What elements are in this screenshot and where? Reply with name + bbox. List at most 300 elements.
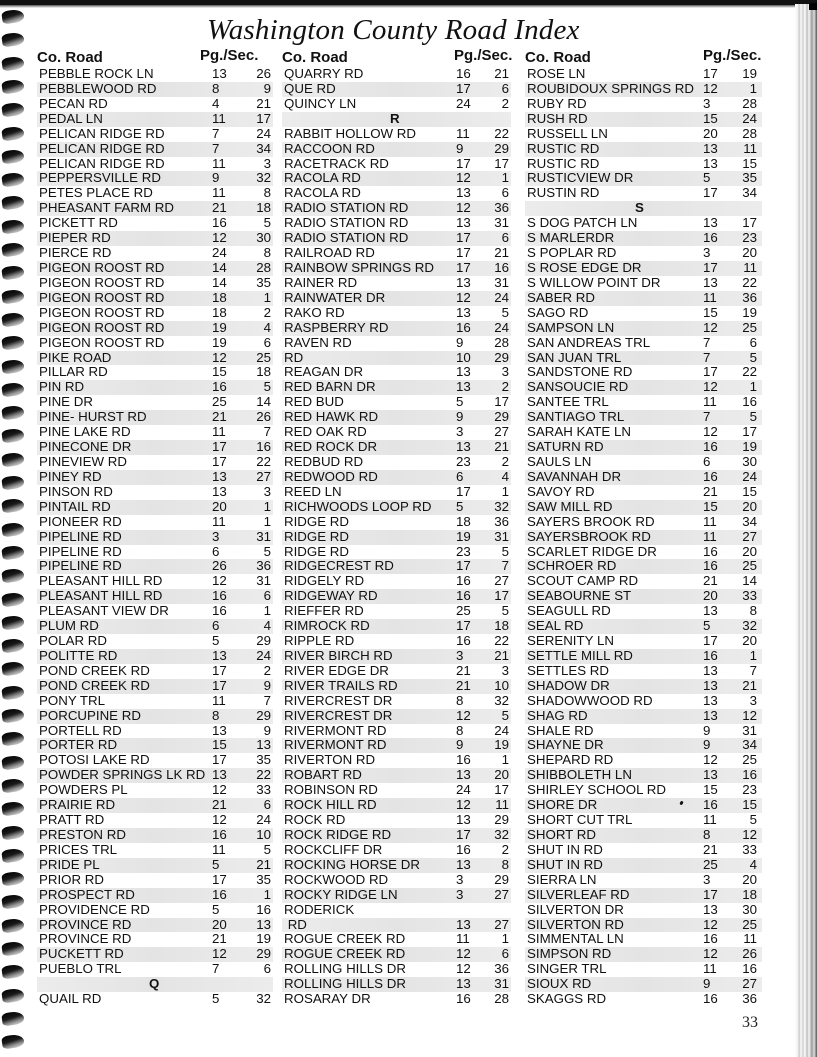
section-value: 6 [263, 588, 271, 604]
page-value: 21 [456, 662, 471, 678]
section-value: 21 [494, 66, 509, 81]
road-index-row [525, 186, 762, 201]
road-name: PRATT RD [39, 812, 105, 828]
section-value: 8 [749, 603, 757, 619]
road-index-row [282, 783, 511, 798]
section-value: 29 [256, 633, 271, 649]
page-value: 16 [212, 215, 227, 231]
road-index-row [282, 694, 511, 709]
road-index-row [525, 574, 762, 589]
road-index-row [282, 321, 511, 336]
section-value: 27 [742, 976, 757, 992]
section-value: 28 [256, 259, 271, 275]
page-value: 3 [456, 886, 464, 902]
section-value: 16 [742, 394, 757, 410]
road-name: PELICAN RIDGE RD [39, 155, 165, 171]
section-value: 24 [742, 110, 757, 126]
section-value: 26 [256, 66, 271, 81]
page-value: 17 [703, 66, 718, 81]
road-index-row [282, 425, 511, 440]
road-name: PLEASANT HILL RD [39, 588, 163, 604]
page-value: 16 [703, 230, 718, 246]
section-value: 7 [501, 558, 509, 574]
road-name: RED HAWK RD [284, 409, 379, 425]
road-index-row [37, 306, 273, 321]
road-index-row [37, 470, 273, 485]
section-value: 17 [742, 215, 757, 231]
section-value: 11 [743, 259, 757, 275]
road-name: RADIO STATION RD [284, 200, 409, 216]
road-index-row [525, 246, 762, 261]
section-value: 2 [501, 379, 509, 395]
section-value: 31 [494, 215, 509, 231]
road-name: RED BUD [284, 394, 344, 410]
road-index-row [37, 321, 273, 336]
page-value: 25 [212, 394, 227, 410]
road-index-row [37, 410, 273, 425]
road-index-row [37, 365, 273, 380]
section-value: 30 [742, 901, 757, 917]
section-value: 19 [256, 931, 271, 947]
spiral-coil [1, 148, 25, 164]
road-index-row [282, 545, 511, 560]
road-name: RAKO RD [284, 304, 345, 320]
road-name: ROBART RD [284, 767, 362, 783]
spiral-coil [1, 544, 25, 560]
page-value: 13 [456, 215, 471, 231]
road-index-row [282, 500, 511, 515]
section-value: 22 [494, 125, 509, 141]
road-index-row [37, 395, 273, 410]
road-index-row [282, 828, 511, 843]
page-value: 11 [212, 424, 226, 440]
page-value: 12 [703, 916, 718, 932]
section-value: 27 [494, 886, 509, 902]
road-name: SHORT RD [527, 827, 596, 843]
page-value: 6 [212, 543, 220, 559]
road-index-row [37, 992, 273, 1007]
section-value: 5 [263, 215, 271, 231]
road-name: SATURN RD [527, 439, 604, 455]
section-value: 2 [263, 662, 271, 678]
road-index-row [525, 858, 762, 873]
section-value: 29 [494, 349, 509, 365]
section-value: 29 [494, 140, 509, 156]
page-value: 9 [703, 737, 711, 753]
section-value: 32 [494, 692, 509, 708]
road-index-row [282, 768, 511, 783]
road-index-row [525, 276, 762, 291]
page-value: 11 [703, 289, 717, 305]
section-value: 21 [494, 439, 509, 455]
road-index-row [37, 246, 273, 261]
page-value: 12 [212, 782, 227, 798]
spiral-coil [1, 894, 25, 910]
page-value: 21 [212, 409, 227, 425]
road-index-row [282, 858, 511, 873]
section-value: 20 [742, 498, 757, 514]
road-name: PRICES TRL [39, 841, 118, 857]
spiral-coil [1, 1010, 25, 1026]
page-value: 12 [703, 946, 718, 962]
column-header [525, 47, 762, 67]
road-name: PRIDE PL [39, 856, 100, 872]
road-name: SETTLES RD [527, 662, 610, 678]
road-index-row [37, 619, 273, 634]
index-column-2 [282, 47, 511, 1007]
section-value: 35 [256, 752, 271, 768]
road-name: POWDERS PL [39, 782, 128, 798]
road-name: SHUT IN RD [527, 856, 603, 872]
road-name: PHEASANT FARM RD [39, 200, 174, 216]
header-pg-sec: Pg./Sec. [454, 47, 513, 64]
page-value: 21 [212, 200, 227, 216]
road-name: ROGUE CREEK RD [284, 946, 406, 962]
section-value: 36 [494, 200, 509, 216]
page-value: 7 [212, 961, 220, 977]
page-value: 12 [456, 170, 471, 186]
section-value: 34 [742, 737, 757, 753]
road-index-row [37, 440, 273, 455]
page-value: 26 [212, 558, 227, 574]
spiral-coil [1, 32, 25, 48]
road-index-row [37, 82, 273, 97]
road-index-row [282, 67, 511, 82]
road-name: RUSTIN RD [527, 185, 600, 201]
road-index-row [37, 664, 273, 679]
section-value: 20 [494, 767, 509, 783]
page-value: 3 [456, 871, 464, 887]
road-name: PROSPECT RD [39, 886, 135, 902]
road-index-row [37, 813, 273, 828]
road-index-row [37, 530, 273, 545]
road-name: SIERRA LN [527, 871, 597, 887]
road-name: SINGER TRL [527, 961, 607, 977]
road-name: PINEY RD [39, 468, 102, 484]
road-index-row [282, 604, 511, 619]
road-index-row [37, 261, 273, 276]
page-value: 13 [456, 364, 471, 380]
section-value: 10 [494, 677, 509, 693]
page-value: 24 [456, 95, 471, 111]
road-index-row [525, 649, 762, 664]
spiral-coil [1, 521, 25, 537]
road-index-row [525, 306, 762, 321]
road-index-row [282, 634, 511, 649]
road-name: RACOLA RD [284, 170, 361, 186]
section-value: 21 [256, 95, 271, 111]
section-value: 21 [494, 647, 509, 663]
section-value: 30 [256, 230, 271, 246]
road-index-row [282, 201, 511, 216]
page-value: 20 [703, 125, 718, 141]
road-index-row [282, 97, 511, 112]
road-index-row [37, 171, 273, 186]
road-index-row [525, 753, 762, 768]
page-value: 5 [456, 498, 464, 514]
page-value: 13 [212, 767, 227, 783]
road-index-row [525, 545, 762, 560]
page-value: 17 [212, 662, 227, 678]
road-name: POND CREEK RD [39, 677, 150, 693]
road-name: ROCKING HORSE DR [284, 856, 420, 872]
page-value: 17 [703, 364, 718, 380]
page-value: 16 [456, 588, 471, 604]
road-index-row [282, 798, 511, 813]
section-value: 6 [501, 230, 509, 246]
page-value: 19 [212, 319, 227, 335]
page-value: 12 [212, 573, 227, 589]
road-name: PIGEON ROOST RD [39, 289, 165, 305]
section-value: 24 [742, 468, 757, 484]
road-name: PIKE ROAD [39, 349, 112, 365]
road-index-row [37, 604, 273, 619]
road-index-row [525, 440, 762, 455]
page-value: 16 [703, 558, 718, 574]
page-value: 8 [212, 80, 220, 96]
road-index-row [37, 947, 273, 962]
road-index-row [525, 142, 762, 157]
road-name: POWDER SPRINGS LK RD [39, 767, 206, 783]
spiral-coil [1, 917, 25, 933]
section-value: 15 [742, 797, 757, 813]
road-index-row [282, 395, 511, 410]
road-index-row [37, 351, 273, 366]
road-name: RUBY RD [527, 95, 587, 111]
road-index-row [37, 918, 273, 933]
section-value: 3 [501, 662, 509, 678]
header-road: Co. Road [525, 49, 591, 66]
road-index-row [37, 649, 273, 664]
page-value: 17 [456, 259, 471, 275]
section-value: 33 [742, 588, 757, 604]
section-value: 5 [263, 543, 271, 559]
road-name: RIDGE RD [284, 513, 350, 529]
road-name: S ROSE EDGE DR [527, 259, 642, 275]
road-name: POLAR RD [39, 633, 107, 649]
road-index-row [282, 306, 511, 321]
spiral-coil [1, 964, 25, 980]
spiral-coil [1, 754, 25, 770]
page-value: 12 [212, 230, 227, 246]
spiral-coil [1, 242, 25, 258]
spiral-coil [1, 335, 25, 351]
road-name: PILLAR RD [39, 364, 108, 380]
page-value: 21 [456, 677, 471, 693]
road-name: RUSH RD [527, 110, 588, 126]
road-name: SIMPSON RD [527, 946, 612, 962]
road-index-row [525, 455, 762, 470]
section-value: 5 [501, 707, 509, 723]
road-index-row [282, 649, 511, 664]
road-name: PLEASANT VIEW DR [39, 603, 169, 619]
section-value: 16 [494, 259, 509, 275]
spiral-coil [1, 358, 25, 374]
page-value: 16 [456, 841, 471, 857]
spiral-coil [1, 428, 25, 444]
road-index-row [282, 157, 511, 172]
road-name: RADIO STATION RD [284, 230, 409, 246]
section-value: 8 [501, 856, 509, 872]
page-value: 9 [456, 334, 464, 350]
road-name: PIERCE RD [39, 245, 112, 261]
road-name: RADIO STATION RD [284, 215, 409, 231]
road-name: REDWOOD RD [284, 468, 378, 484]
section-value: 25 [742, 916, 757, 932]
road-name: SAYERSBROOK RD [527, 528, 651, 544]
road-index-row [525, 977, 762, 992]
section-value: 31 [494, 976, 509, 992]
page-value: 11 [456, 125, 470, 141]
road-index-row [525, 365, 762, 380]
page-value: 17 [212, 439, 227, 455]
road-name: SHADOWWOOD RD [527, 692, 653, 708]
section-value: 14 [256, 394, 271, 410]
section-value: 19 [742, 439, 757, 455]
spiral-coil [1, 451, 25, 467]
section-value: 8 [263, 245, 271, 261]
page-value: 5 [212, 901, 220, 917]
section-value: 20 [742, 543, 757, 559]
road-index-row [525, 738, 762, 753]
road-index-row [37, 336, 273, 351]
road-name: SANSOUCIE RD [527, 379, 629, 395]
spiral-coil [1, 591, 25, 607]
page-value: 17 [703, 886, 718, 902]
column-rows [37, 67, 273, 1007]
section-value: 24 [256, 812, 271, 828]
road-name: SHAG RD [527, 707, 588, 723]
page-value: 15 [703, 110, 718, 126]
road-name: ROCK RIDGE RD [284, 827, 392, 843]
page-value: 15 [212, 364, 227, 380]
section-value: 13 [256, 916, 271, 932]
spiral-coil [1, 9, 25, 25]
page-value: 4 [212, 95, 220, 111]
road-name: ROCK HILL RD [284, 797, 377, 813]
header-pg-sec: Pg./Sec. [200, 47, 259, 64]
road-name: RIVER BIRCH RD [284, 647, 393, 663]
section-value: 33 [742, 841, 757, 857]
page-value: 24 [456, 782, 471, 798]
road-index-row [37, 589, 273, 604]
road-index-row [282, 947, 511, 962]
road-name: SEABOURNE ST [527, 588, 632, 604]
road-name: RABBIT HOLLOW RD [284, 125, 417, 141]
page-value: 13 [703, 901, 718, 917]
section-value: 24 [494, 722, 509, 738]
road-index-row [282, 186, 511, 201]
page-value: 5 [703, 170, 711, 186]
section-value: 22 [256, 767, 271, 783]
road-index-row [282, 276, 511, 291]
spiral-coil [1, 614, 25, 630]
page-value: 12 [212, 812, 227, 828]
page-value: 21 [703, 483, 718, 499]
section-value: 35 [256, 871, 271, 887]
road-name: PICKETT RD [39, 215, 118, 231]
road-index-row [282, 410, 511, 425]
road-index-row [525, 67, 762, 82]
road-index-row [37, 291, 273, 306]
page-value: 7 [703, 409, 711, 425]
road-name: ROCKWOOD RD [284, 871, 389, 887]
road-name: PEBBLEWOOD RD [39, 80, 157, 96]
page-value: 11 [212, 692, 226, 708]
spiral-coil [1, 824, 25, 840]
spiral-coil [1, 195, 25, 211]
road-name: PRAIRIE RD [39, 797, 116, 813]
road-name: ROUBIDOUX SPRINGS RD [527, 80, 694, 96]
section-value: 5 [749, 812, 757, 828]
section-value: 36 [742, 991, 757, 1007]
road-index-row [37, 932, 273, 947]
road-index-row [37, 709, 273, 724]
road-index-row [37, 67, 273, 82]
road-index-row [282, 679, 511, 694]
road-name: ROBINSON RD [284, 782, 378, 798]
road-index-row [282, 918, 511, 933]
section-value: 1 [263, 498, 271, 514]
road-name: SAVANNAH DR [527, 468, 622, 484]
section-value: 13 [256, 737, 271, 753]
road-index-row [37, 903, 273, 918]
section-value: 23 [742, 230, 757, 246]
road-index-row [37, 276, 273, 291]
road-index-row [525, 813, 762, 828]
road-index-row [525, 783, 762, 798]
road-index-row [37, 843, 273, 858]
section-value: 8 [263, 185, 271, 201]
page-value: 7 [703, 334, 711, 350]
road-index-row [525, 157, 762, 172]
road-name: RIVERMONT RD [284, 722, 387, 738]
page-value: 16 [212, 886, 227, 902]
page-value: 12 [456, 797, 471, 813]
page-value: 20 [212, 498, 227, 514]
road-index-row [282, 351, 511, 366]
page-value: 16 [212, 827, 227, 843]
page-value: 13 [456, 185, 471, 201]
page-title: Washington County Road Index [207, 14, 580, 46]
page-value: 17 [456, 827, 471, 843]
road-index-row [282, 440, 511, 455]
page-value: 17 [212, 752, 227, 768]
section-value: 6 [501, 185, 509, 201]
section-value: 25 [742, 319, 757, 335]
road-name: QUAIL RD [39, 991, 102, 1007]
page-value: 23 [456, 453, 471, 469]
spiral-coil [1, 1034, 25, 1050]
road-index-row [525, 918, 762, 933]
road-name: SAYERS BROOK RD [527, 513, 655, 529]
road-name: RIVERMONT RD [284, 737, 387, 753]
road-index-row [37, 679, 273, 694]
page-value: 13 [456, 274, 471, 290]
page-value: 6 [456, 468, 464, 484]
section-value: 26 [256, 409, 271, 425]
road-index-row [525, 828, 762, 843]
road-name: REED LN [284, 483, 342, 499]
road-index-row [525, 604, 762, 619]
section-value: 34 [742, 513, 757, 529]
road-name: RIVERCREST DR [284, 707, 393, 723]
road-index-row [525, 410, 762, 425]
section-value: 12 [742, 707, 757, 723]
road-index-row [282, 977, 511, 992]
page-stack-edge [795, 4, 817, 1057]
road-name: POLITTE RD [39, 647, 118, 663]
